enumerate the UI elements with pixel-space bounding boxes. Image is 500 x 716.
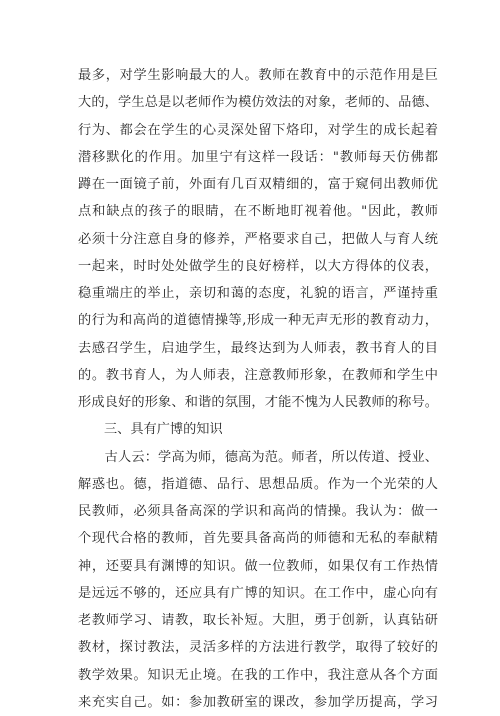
text-line: 老教师学习、请教，取长补短。大胆，勇于创新，认真钻研: [78, 613, 438, 628]
text-line: 去感召学生，启迪学生，最终达到为人师表，教书育人的目: [78, 340, 438, 356]
text-line: 点和缺点的孩子的眼睛，在不断地盯视着他。"因此，教师: [78, 204, 438, 220]
text-line: 解惑也。德，指道德、品行、思想品质。作为一个光荣的人: [78, 476, 438, 492]
text-line: 一起来，时时处处做学生的良好榜样，以大方得体的仪表，: [78, 258, 438, 274]
text-line: 民教师，必须具备高深的学识和高尚的情操。我认为：做一: [78, 504, 438, 519]
text-line: 最多，对学生影响最大的人。教师在教育中的示范作用是巨: [78, 68, 438, 83]
text-line: 来充实自己。如：参加教研室的课改，参加学历提高，学习: [78, 694, 438, 710]
text-line: 行为、都会在学生的心灵深处留下烙印，对学生的成长起着: [78, 122, 438, 138]
text-line: 潜移默化的作用。加里宁有这样一段话："教师每天仿佛都: [78, 149, 438, 165]
text-line: 必须十分注意自身的修养，严格要求自己，把做人与育人统: [78, 231, 438, 247]
text-line: 大的，学生总是以老师作为模仿效法的对象，老师的、品德、: [78, 95, 438, 111]
text-line: 是远远不够的，还应具有广博的知识。在工作中，虚心向有: [78, 585, 438, 601]
text-line: 神，还要具有渊博的知识。做一位教师，如果仅有工作热情: [78, 558, 438, 574]
text-line: 蹲在一面镜子前，外面有几百双精细的，富于窥伺出教师优: [78, 177, 438, 192]
text-line: 形成良好的形象、和谐的氛围，才能不愧为人民教师的称号。: [78, 395, 438, 410]
text-line: 古人云：学高为师，德高为范。师者，所以传道、授业、: [78, 449, 438, 465]
text-line: 个现代合格的教师，首先要具备高尚的师德和无私的奉献精: [78, 531, 438, 547]
text-line: 教材，探讨教法，灵活多样的方法进行教学，取得了较好的: [78, 640, 438, 656]
text-line: 稳重端庄的举止，亲切和蔼的态度，礼貌的语言，严谨持重: [78, 286, 438, 301]
text-line: 教学效果。知识无止境。在我的工作中，我注意从各个方面: [78, 667, 438, 683]
section-heading: 三、具有广博的知识: [104, 422, 223, 438]
document-body-text: [78, 62, 438, 716]
text-line: 的。教书育人，为人师表，注意教师形象，在教师和学生中: [78, 367, 438, 383]
text-line: 的行为和高尚的道德情操等,形成一种无声无形的教育动力，: [78, 313, 438, 329]
